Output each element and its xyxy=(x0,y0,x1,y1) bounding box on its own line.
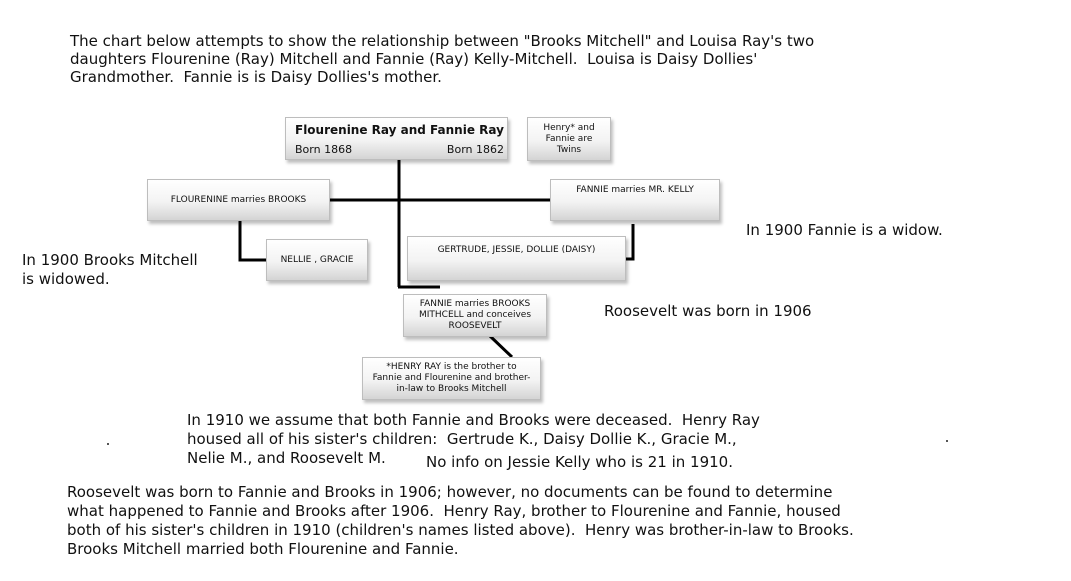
second-marriage-box xyxy=(403,294,547,337)
stray-dot-left xyxy=(107,443,109,445)
note-1910-line-3: Nelie M., and Roosevelt M. xyxy=(187,449,386,467)
summary-line-4: Brooks Mitchell married both Flourenine and Fannie. xyxy=(67,540,459,558)
intro-line-2: daughters Flourenine (Ray) Mitchell and Fannie (Ray) Kelly-Mitchell. Louisa is Daisy Dollies' xyxy=(70,50,758,68)
intro-line-3: Grandmother. Fannie is is Daisy Dollies's mother. xyxy=(70,68,442,86)
roosevelt-born-note: Roosevelt was born in 1906 xyxy=(604,302,812,320)
second-marriage-line-3: ROOSEVELT xyxy=(448,321,502,331)
brooks-widowed-line-1: In 1900 Brooks Mitchell xyxy=(22,251,198,269)
fannie-children-box xyxy=(407,236,626,281)
fannie-marriage-box xyxy=(550,179,720,221)
fannie-widow-note: In 1900 Fannie is a widow. xyxy=(746,221,943,239)
henry-note-line-1: *HENRY RAY is the brother to xyxy=(386,362,517,372)
second-marriage-line-2: MITHCELL and conceives xyxy=(418,310,532,320)
summary-line-3: both of his sister's children in 1910 (children's names listed above). Henry was brother-in-law to Brooks. xyxy=(67,521,854,539)
brooks-widowed-line-2: is widowed. xyxy=(22,270,110,288)
twins-note-line-3: Twins xyxy=(556,144,582,155)
flourenine-children-box xyxy=(266,239,368,281)
flourenine-children-label: NELLIE , GRACIE xyxy=(280,254,354,265)
flourenine-marriage-label: FLOURENINE marries BROOKS xyxy=(170,194,307,205)
fannie-marriage-label: FANNIE marries MR. KELLY xyxy=(576,184,694,195)
summary-line-1: Roosevelt was born to Fannie and Brooks in 1906; however, no documents can be found to determine xyxy=(67,483,833,501)
sisters-box xyxy=(285,117,508,160)
henry-note-box xyxy=(362,357,541,400)
jessie-note: No info on Jessie Kelly who is 21 in 1910. xyxy=(426,453,733,471)
henry-note-line-2: Fannie and Flourenine and brother- xyxy=(372,373,531,383)
second-marriage-line-1: FANNIE marries BROOKS xyxy=(419,299,531,309)
henry-note-line-3: in-law to Brooks Mitchell xyxy=(396,384,507,394)
flourenine-marriage-box xyxy=(147,179,330,221)
born-fannie: Born 1862 xyxy=(446,143,504,156)
intro-line-1: The chart below attempts to show the relationship between "Brooks Mitchell" and Louisa Ray's two xyxy=(70,32,815,50)
connector-second-marriage-to-henry xyxy=(490,336,512,357)
connector-flourenine-children xyxy=(240,220,266,260)
connector-fannie-children xyxy=(626,224,633,259)
summary-line-2: what happened to Fannie and Brooks after 1906. Henry Ray, brother to Flourenine and Fannie, housed xyxy=(67,502,841,520)
note-1910-line-1: In 1910 we assume that both Fannie and Brooks were deceased. Henry Ray xyxy=(187,411,760,429)
twins-note-line-1: Henry* and xyxy=(543,122,595,133)
sisters-title: Flourenine Ray and Fannie Ray xyxy=(295,123,504,137)
born-flourenine: Born 1868 xyxy=(295,143,353,156)
stray-dot-right xyxy=(946,440,948,442)
fannie-children-label: GERTRUDE, JESSIE, DOLLIE (DAISY) xyxy=(437,245,596,255)
twins-note-box xyxy=(527,117,611,161)
twins-note-line-2: Fannie are xyxy=(545,133,593,144)
note-1910-line-2: housed all of his sister's children: Gertrude K., Daisy Dollie K., Gracie M., xyxy=(187,430,737,448)
